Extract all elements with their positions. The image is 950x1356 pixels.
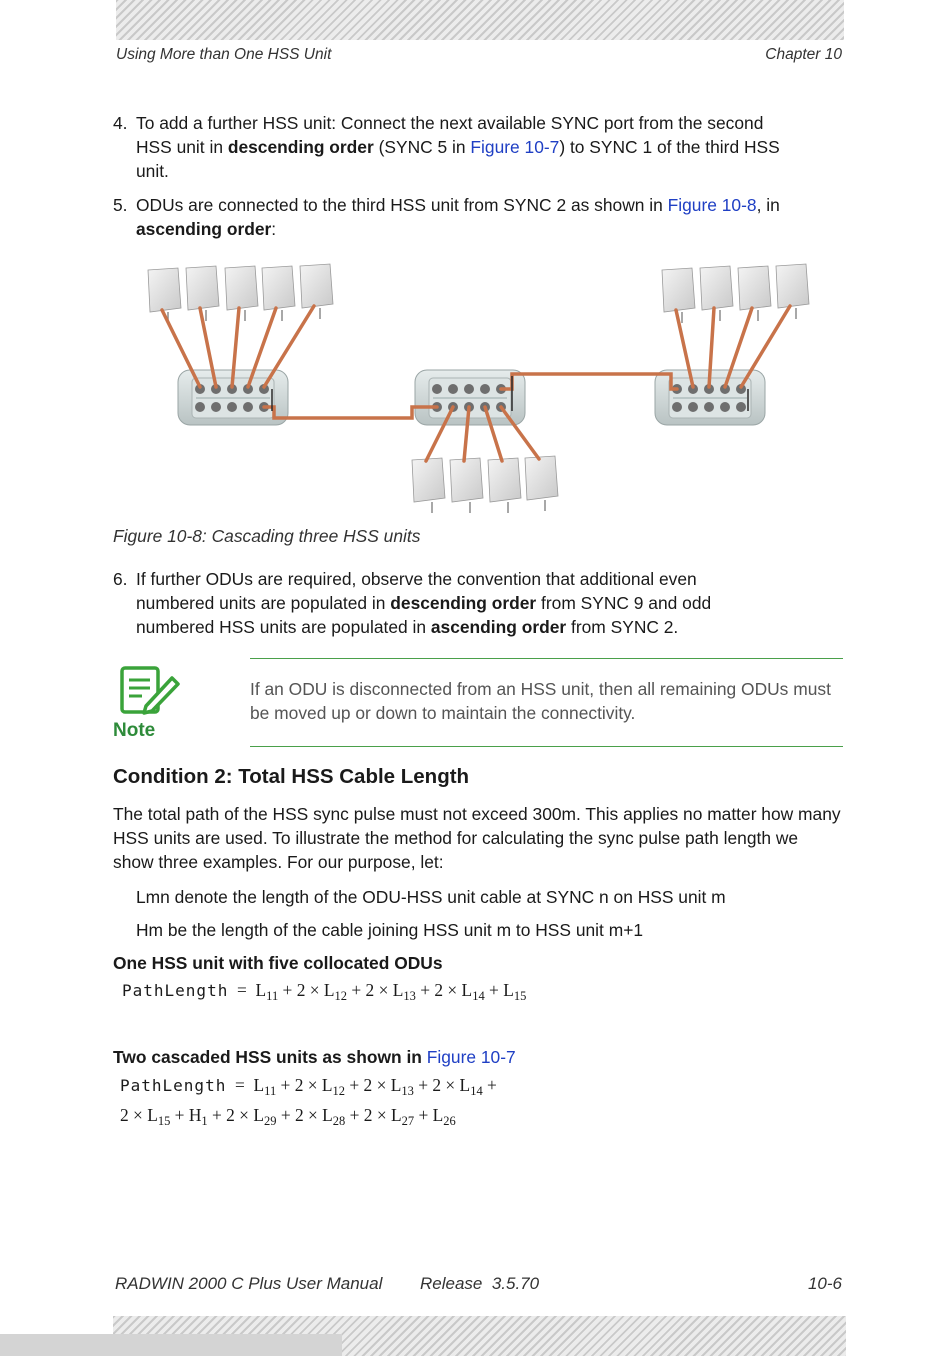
odu-group-bottom <box>412 456 558 513</box>
footer-manual-title: RADWIN 2000 C Plus User Manual <box>115 1274 383 1293</box>
step-4: 4. To add a further HSS unit: Connect the next available SYNC port from the second HSS unit in descending order (SYNC 5 in Figure 10-7) to SYNC 1 of the third HSS unit. <box>113 113 780 181</box>
definition-lmn: Lmn denote the length of the ODU-HSS unit cable at SYNC n on HSS unit m <box>136 887 726 907</box>
definition-hm: Hm be the length of the cable joining HSS unit m to HSS unit m+1 <box>136 920 644 940</box>
figure-10-8-link[interactable]: Figure 10-8 <box>667 195 757 215</box>
note-rule-top <box>250 658 843 659</box>
step-6: 6. If further ODUs are required, observe the convention that additional even numbered units are populated in descending order from SYNC 9 and odd numbered HSS units are populated in ascending order from SYNC 2. <box>113 569 712 637</box>
odu-group-left <box>148 264 333 323</box>
running-header-title: Using More than One HSS Unit <box>116 46 332 63</box>
figure-10-7-link[interactable]: Figure 10-7 <box>470 137 560 157</box>
formula-2: PathLength = $L_{11} + 2 \times L_{12} + 2 \times L_{13} + 2 \times L_{14}$ + $2 \times L_{15} + H_1 + 2 \times L_{29} + 2 \times L_{28} + 2 \times L_{27} + L_{26}$ <box>120 1075 497 1128</box>
formula-1: PathLength = $L_{11} + 2 \times L_{12} + 2 \times L_{13} + 2 \times L_{14} + L_{15}$ <box>122 980 527 1003</box>
footer-release: Release 3.5.70 <box>420 1274 540 1293</box>
running-header-chapter: Chapter 10 <box>765 46 842 63</box>
cascade-diagram <box>140 258 820 523</box>
figure-caption: Figure 10-8: Cascading three HSS units <box>113 526 421 546</box>
note-text: If an ODU is disconnected from an HSS unit, then all remaining ODUs must be moved up or down to maintain the connectivity. <box>250 679 831 723</box>
step-5: 5. ODUs are connected to the third HSS unit from SYNC 2 as shown in Figure 10-8, in ascending order: <box>113 195 780 239</box>
example-2-heading: Two cascaded HSS units as shown in Figure 10-7 <box>113 1047 516 1067</box>
note-pencil-icon <box>118 664 182 718</box>
header-hatch-band <box>116 0 844 40</box>
note-label: Note <box>113 720 156 741</box>
footer-page-number: 10-6 <box>807 1274 842 1293</box>
figure-10-7-link-2[interactable]: Figure 10-7 <box>426 1047 516 1067</box>
example-1-heading: One HSS unit with five collocated ODUs <box>113 953 443 973</box>
section-heading: Condition 2: Total HSS Cable Length <box>113 765 470 788</box>
footer-grey-band <box>0 1334 342 1356</box>
section-intro: The total path of the HSS sync pulse must not exceed 300m. This applies no matter how many HSS units are used. To illustrate the method for calculating the sync pulse path length we show three examples. For our purpose, let: <box>113 804 841 872</box>
note-rule-bottom <box>250 746 843 747</box>
